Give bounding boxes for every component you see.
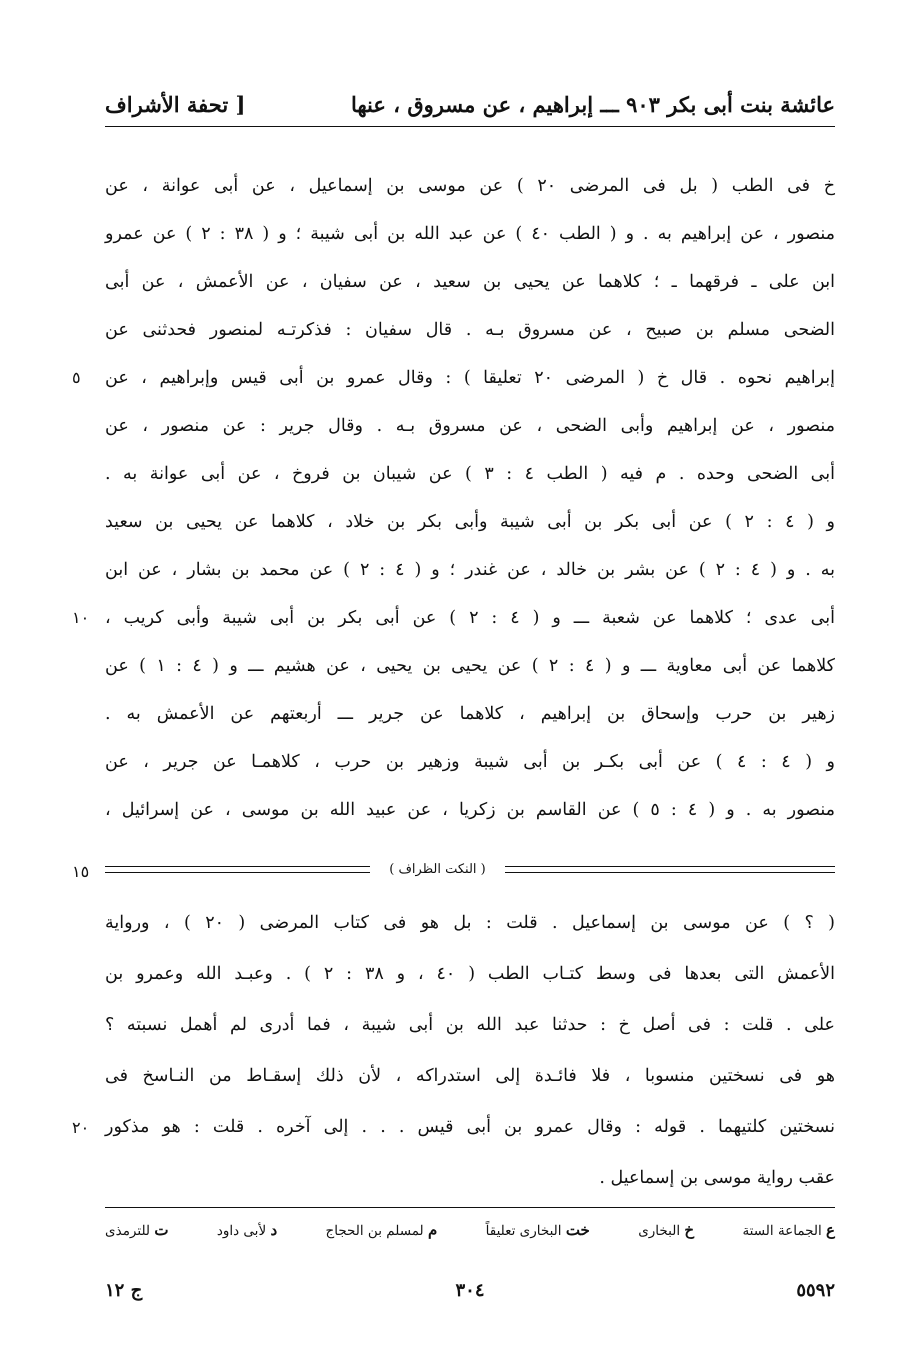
- sigla-symbol: خت: [565, 1221, 590, 1239]
- main-line: ابن على ـ فرقهما ـ ؛ كلاهما عن يحيى بن سعيد ، عن سفيان ، عن الأعمش ، عن أبى: [105, 272, 835, 292]
- page-number: ٣٠٤: [455, 1280, 485, 1301]
- line-number-15: ١٥: [72, 862, 90, 881]
- sigla-label: الجماعة الستة: [742, 1223, 822, 1239]
- sigla-item: [742, 1215, 835, 1245]
- note-line: نسختين كلتيهما . قوله : وقال عمرو بن أبى قيس . . . إلى آخره . قلت : هو مذكور: [105, 1117, 835, 1137]
- sigla-label: البخارى: [638, 1223, 681, 1239]
- header-right-title: عائشة بنت أبى بكر ٩٠٣ ـــ إبراهيم ، عن مسروق ، عنها: [350, 91, 835, 117]
- main-line: أبى عدى ؛ كلاهما عن شعبة ـــ و ( ٤ : ٢ ) عن أبى بكر بن أبى شيبة وأبى كريب ،: [105, 608, 835, 628]
- main-line: منصور به . و ( ٤ : ٥ ) عن القاسم بن زكريا ، عن عبيد الله بن موسى ، عن إسرائيل ،: [105, 800, 836, 820]
- sigla-symbol: ت: [154, 1221, 169, 1239]
- note-line: عقب رواية موسى بن إسماعيل .: [599, 1168, 835, 1188]
- line-number-20: ٢٠: [72, 1118, 90, 1137]
- main-line: منصور ، عن إبراهيم به . و ( الطب ٤٠ ) عن عبد الله بن أبى شيبة ؛ و ( ٣٨ : ٢ ) عن عمرو: [105, 224, 835, 244]
- sigla-item: [486, 1215, 590, 1245]
- note-line: الأعمش التى بعدها فى وسط كتـاب الطب ( ٤٠ ، و ٣٨ : ٢ ) . وعبـد الله وعمرو بن: [105, 964, 835, 984]
- main-line: خ فى الطب ( بل فى المرضى ٢٠ ) عن موسى بن إسماعيل ، عن أبى عوانة ، عن: [105, 176, 835, 196]
- sigla-label: للترمذى: [105, 1223, 151, 1239]
- sigla-item: [105, 1215, 168, 1245]
- line-number-10: ١٠: [72, 608, 90, 627]
- sigla-label: البخارى تعليقاً: [485, 1223, 562, 1239]
- separator-rule-left: [105, 866, 370, 873]
- header-left-title: [ تحفة الأشراف: [105, 91, 246, 117]
- main-line: منصور ، عن إبراهيم وأبى الضحى ، عن مسروق بـه . وقال جرير : عن منصور ، عن: [105, 416, 835, 436]
- volume-number: ج ١٢: [105, 1280, 143, 1301]
- page-footer: [105, 1275, 835, 1307]
- main-line: و ( ٤ : ٤ ) عن أبى بكـر بن أبى شيبة وزهير بن حرب ، كلاهمـا عن جرير ، عن: [105, 752, 835, 772]
- sigla-symbol: م: [427, 1221, 438, 1239]
- sigla-item: [638, 1215, 694, 1245]
- sigla-symbol: د: [270, 1221, 278, 1239]
- header-rule: [105, 126, 835, 127]
- sigla-symbol: ع: [826, 1221, 835, 1239]
- separator-rule-right: [505, 866, 835, 873]
- line-number-5: ٥: [72, 368, 81, 387]
- note-line: على . قلت : فى أصل خ : حدثنا عبد الله بن أبى شيبة ، فما أدرى لم أهمل نسبته ؟: [105, 1015, 835, 1035]
- main-line: و ( ٤ : ٢ ) عن أبى بكر بن أبى شيبة وأبى بكر بن خلاد ، كلاهما عن يحيى بن سعيد: [105, 512, 836, 532]
- sigla-label: لمسلم بن الحجاج: [325, 1223, 424, 1239]
- page-header: [105, 82, 835, 126]
- separator-label: ( النكت الظراف ): [389, 862, 486, 877]
- sigla-rule: [105, 1207, 835, 1208]
- main-line: الضحى مسلم بن صبيح ، عن مسروق بـه . قال سفيان : فذكرتـه لمنصور فحدثنى عن: [105, 320, 835, 340]
- notes-separator: [105, 855, 835, 885]
- main-line: به . و ( ٤ : ٢ ) عن بشر بن خالد ، عن غندر ؛ و ( ٤ : ٢ ) عن محمد بن بشار ، عن ابن: [105, 560, 835, 580]
- sigla-item: [217, 1215, 277, 1245]
- sigla-label: لأبى داود: [216, 1223, 267, 1239]
- main-line: كلاهما عن أبى معاوية ـــ و ( ٤ : ٢ ) عن يحيى بن يحيى ، عن هشيم ـــ و ( ٤ : ١ ) عن: [105, 656, 836, 676]
- note-line: هو فى نسختين منسوبا ، فلا فائـدة إلى استدراكه ، لأن ذلك إسقـاط من النـاسخ فى: [105, 1066, 835, 1086]
- sigla-item: [326, 1215, 438, 1245]
- main-line: أبى الضحى وحده . م فيه ( الطب ٤ : ٣ ) عن شيبان بن فروخ ، عن أبى عوانة به .: [105, 464, 836, 484]
- hadith-number: ٥٥٩٢: [796, 1280, 835, 1301]
- sigla-symbol: خ: [684, 1221, 695, 1239]
- main-line: زهير بن حرب وإسحاق بن إبراهيم ، كلاهما عن جرير ـــ أربعتهم عن الأعمش به .: [105, 704, 835, 724]
- sigla-key: [105, 1215, 835, 1245]
- main-line: إبراهيم نحوه . قال خ ( المرضى ٢٠ تعليقا ) : وقال عمرو بن أبى قيس وإبراهيم ، عن: [105, 368, 835, 388]
- note-line: ( ؟ ) عن موسى بن إسماعيل . قلت : بل هو فى كتاب المرضى ( ٢٠ ) ، ورواية: [105, 913, 835, 933]
